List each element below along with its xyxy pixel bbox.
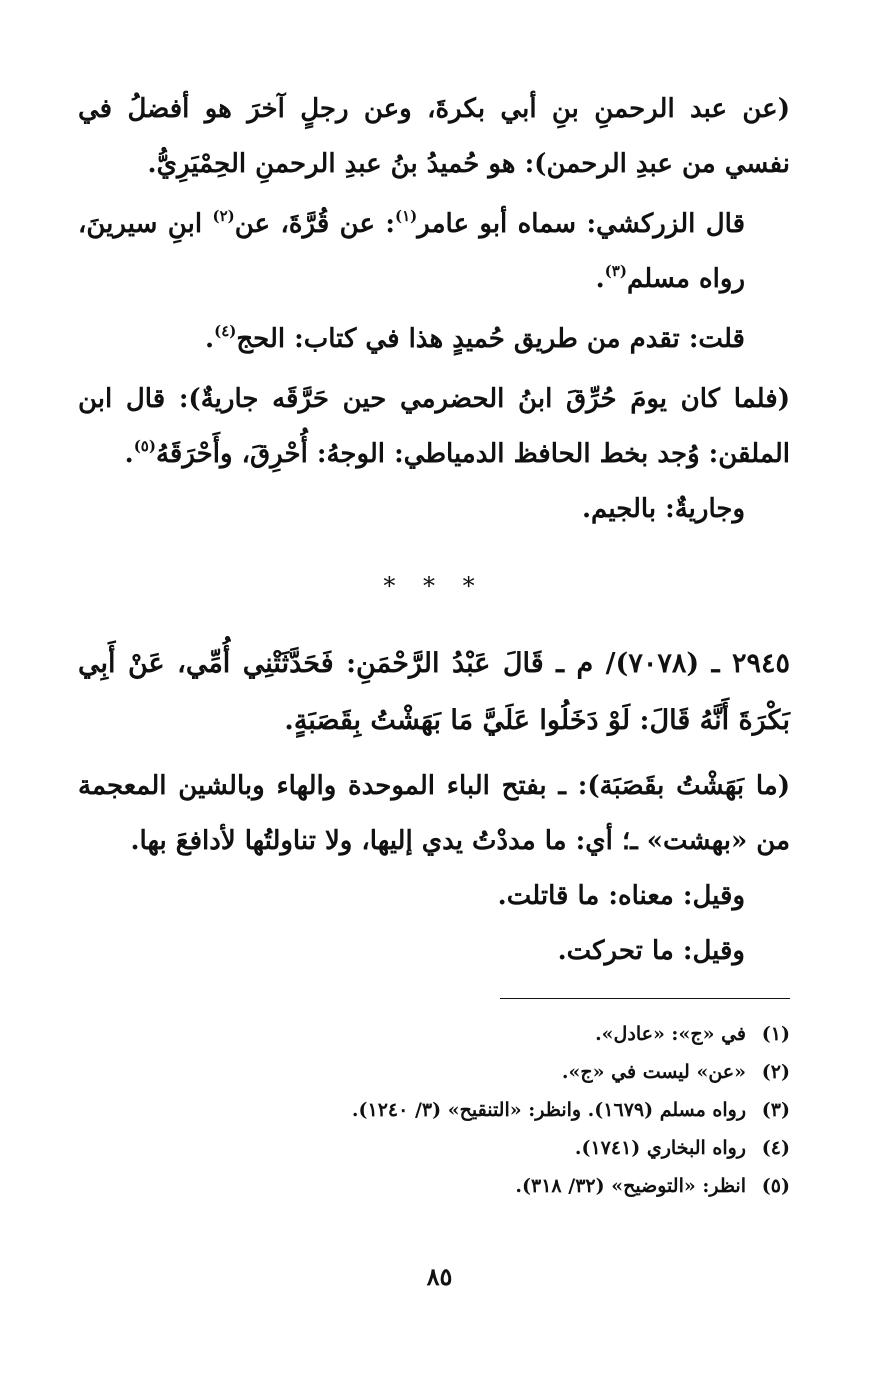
paragraph-zarkashi: [78, 197, 790, 307]
footnote-number: (٥): [761, 1175, 790, 1197]
footnote-ref-4: (٤): [214, 322, 237, 340]
text-segment: .: [205, 324, 215, 354]
footnote-divider: [500, 998, 790, 999]
footnote-number: (٢): [761, 1061, 790, 1083]
footnote-text: رواه البخاري (١٧٤١).: [574, 1137, 746, 1159]
footnote-ref-3: (٣): [604, 262, 627, 280]
footnote-item: [78, 1053, 790, 1091]
footnote-item: [78, 1015, 790, 1053]
footnote-text: رواه مسلم (١٦٧٩). وانظر: «التنقيح» (٣/ ١٢٤٠).: [351, 1099, 746, 1121]
text-segment: : عن قُرَّةَ، عن: [234, 209, 395, 239]
page-body: [78, 82, 790, 979]
footnotes-section: [78, 998, 790, 1205]
commentary-taharrakat: وقيل: ما تحركت.: [557, 936, 745, 966]
text-segment: .: [124, 439, 134, 469]
footnote-text: في «ج»: «عادل».: [595, 1023, 746, 1045]
text-segment: ابنِ سيرينَ، رواه مسلم: [78, 209, 745, 294]
footnote-item: [78, 1167, 790, 1205]
footnote-item: [78, 1129, 790, 1167]
commentary-qatalat: وقيل: معناه: ما قاتلت.: [497, 881, 745, 911]
footnote-ref-5: (٥): [133, 437, 156, 455]
paragraph-hadrami: [78, 372, 790, 482]
paragraph-abdulrahman: (عن عبد الرحمنِ بنِ أبي بكرةَ، وعن رجلٍ آخرَ هو أفضلُ في نفسي من عبدِ الرحمن): هو حُميدُ بنُ عبدِ الرحمنِ الحِمْيَرِيُّ.: [78, 94, 790, 179]
footnote-number: (١): [761, 1023, 790, 1045]
footnote-number: (٣): [761, 1099, 790, 1121]
hadith-text: ٢٩٤٥ ـ (٧٠٧٨)/ م ـ قَالَ عَبْدُ الرَّحْمَنِ: فَحَدَّثَتْنِي أُمِّي، عَنْ أَبِي بَكْرَةَ أَنَّهُ قَالَ: لَوْ دَخَلُوا عَلَيَّ مَا بَهَشْتُ بِقَصَبَةٍ.: [78, 648, 790, 736]
paragraph-qultu: [78, 312, 790, 367]
text-segment: قلت: تقدم من طريق حُميدٍ هذا في كتاب: الحج: [236, 324, 745, 354]
text-segment: .: [595, 264, 605, 294]
commentary-bahasht: (ما بَهَشْتُ بقَصَبَة): ـ بفتح الباء الموحدة والهاء وبالشين المعجمة من «بهشت» ـ؛ أي: ما مددْتُ يدي إليها، ولا تناولتُها لأدافعَ بها.: [78, 771, 790, 856]
text-segment: (فلما كان يومَ حُرِّقَ ابنُ الحضرمي حين حَرَّقَه جاريةٌ): قال ابن الملقن: وُجد بخط الحافظ الدمياطي: الوجهُ: أُحْرِقَ، وأَحْرَقَهُ: [78, 384, 790, 469]
footnote-text: انظر: «التوضيح» (٣٢/ ٣١٨).: [515, 1175, 746, 1197]
text-segment: قال الزركشي: سماه أبو عامر: [417, 209, 745, 239]
paragraph-jariya: وجاريةٌ: بالجيم.: [582, 494, 745, 524]
footnote-ref-2: (٢): [212, 207, 235, 225]
footnote-text: «عن» ليست في «ج».: [561, 1061, 746, 1083]
footnote-ref-1: (١): [394, 207, 418, 225]
page-number: ٨٥: [426, 1262, 453, 1291]
footnote-item: [78, 1091, 790, 1129]
section-separator: * * *: [383, 572, 485, 600]
footnote-number: (٤): [761, 1137, 790, 1159]
